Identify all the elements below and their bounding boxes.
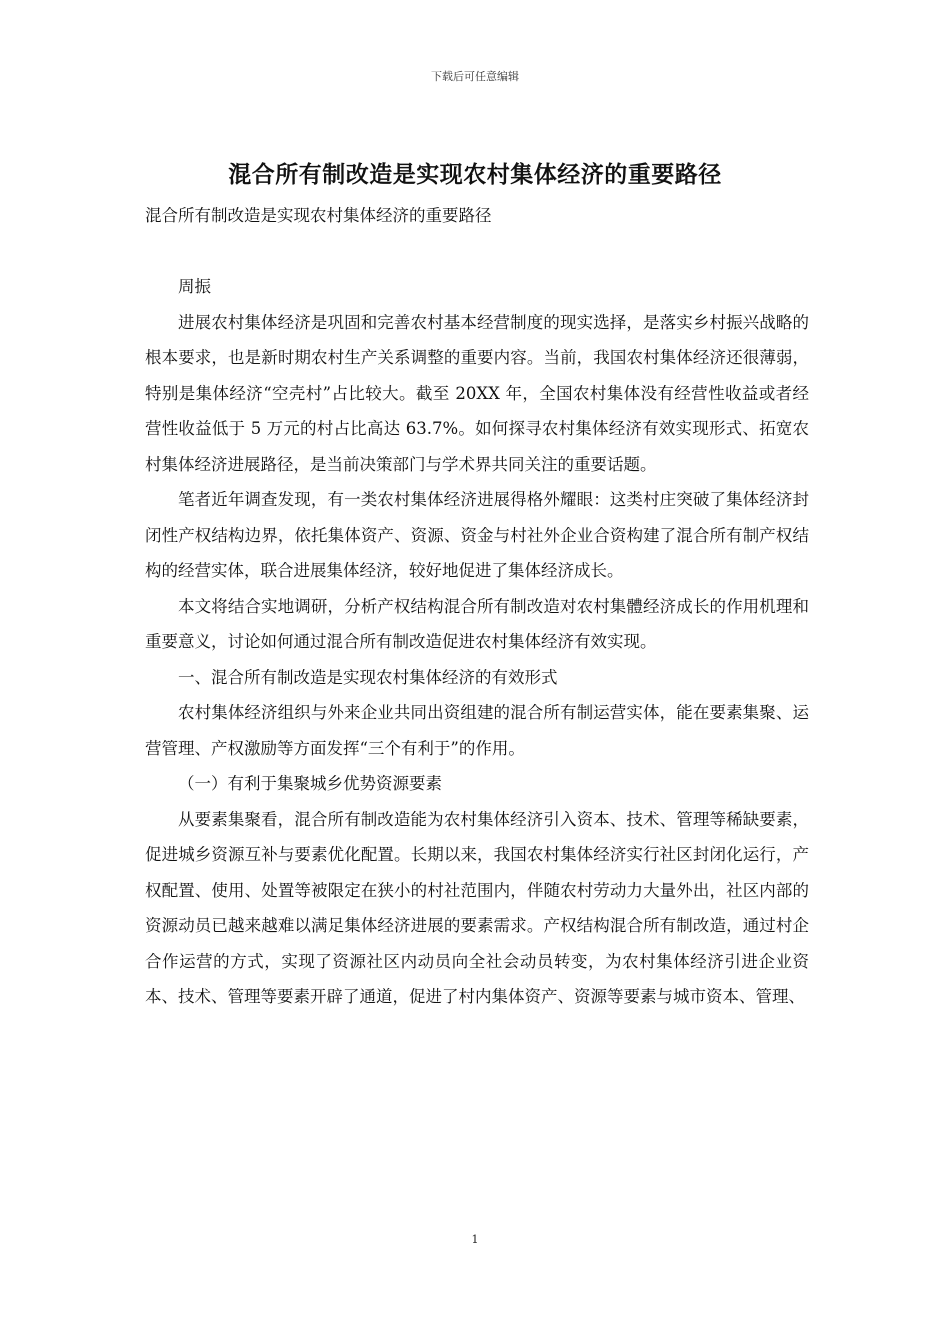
paragraph-section-1-intro: 农村集体经济组织与外来企业共同出资组建的混合所有制运营实体，能在要素集聚、运营管理、产权激励等方面发挥“三个有利于”的作用。 bbox=[145, 703, 809, 758]
document-body bbox=[145, 198, 809, 1015]
paragraph-subsection-1: 从要素集聚看，混合所有制改造能为农村集体经济引入资本、技术、管理等稀缺要素，促进城乡资源互补与要素优化配置。长期以来，我国农村集体经济实行社区封闭化运行，产权配置、使用、处置等被限定在狭小的村社范围内，伴随农村劳动力大量外出，社区内部的资源动员已越来越难以满足集体经济进展的要素需求。产权结构混合所有制改造，通过村企合作运营的方式，实现了资源社区内动员向全社会动员转变，为农村集体经济引进企业资本、技术、管理等要素开辟了通道，促进了村内集体资产、资源等要素与城市资本、管理、 bbox=[145, 809, 809, 1006]
subsection-heading-1: （一）有利于集聚城乡优势资源要素 bbox=[178, 774, 442, 793]
section-heading-1: 一、混合所有制改造是实现农村集体经济的有效形式 bbox=[178, 667, 558, 687]
author-name: 周振 bbox=[178, 277, 211, 296]
document-title: 混合所有制改造是实现农村集体经济的重要路径 bbox=[228, 161, 722, 188]
header-note: 下载后可任意编辑 bbox=[431, 70, 519, 83]
paragraph-intro: 进展农村集体经济是巩固和完善农村基本经营制度的现实选择，是落实乡村振兴战略的根本要求，也是新时期农村生产关系调整的重要内容。当前，我国农村集体经济还很薄弱，特别是集体经济“空壳村”占比较大。截至 20XX 年，全国农村集体没有经营性收益或者经营性收益低于 5 万元的村占比高达 63.7%。如何探寻农村集体经济有效实现形式、拓宽农村集体经济进展路径，是当前决策部门与学术界共同关注的重要话题。 bbox=[145, 312, 809, 474]
document-subtitle: 混合所有制改造是实现农村集体经济的重要路径 bbox=[145, 206, 492, 225]
page-number: 1 bbox=[471, 1233, 479, 1246]
paragraph-purpose: 本文将结合实地调研，分析产权结构混合所有制改造对农村集體经济成长的作用机理和重要意义，讨论如何通过混合所有制改造促进农村集体经济有效实现。 bbox=[145, 596, 809, 651]
paragraph-findings: 笔者近年调查发现，有一类农村集体经济进展得格外耀眼：这类村庄突破了集体经济封闭性产权结构边界，依托集体资产、资源、资金与村社外企业合资构建了混合所有制产权结构的经营实体，联合进展集体经济，较好地促进了集体经济成长。 bbox=[145, 490, 809, 580]
